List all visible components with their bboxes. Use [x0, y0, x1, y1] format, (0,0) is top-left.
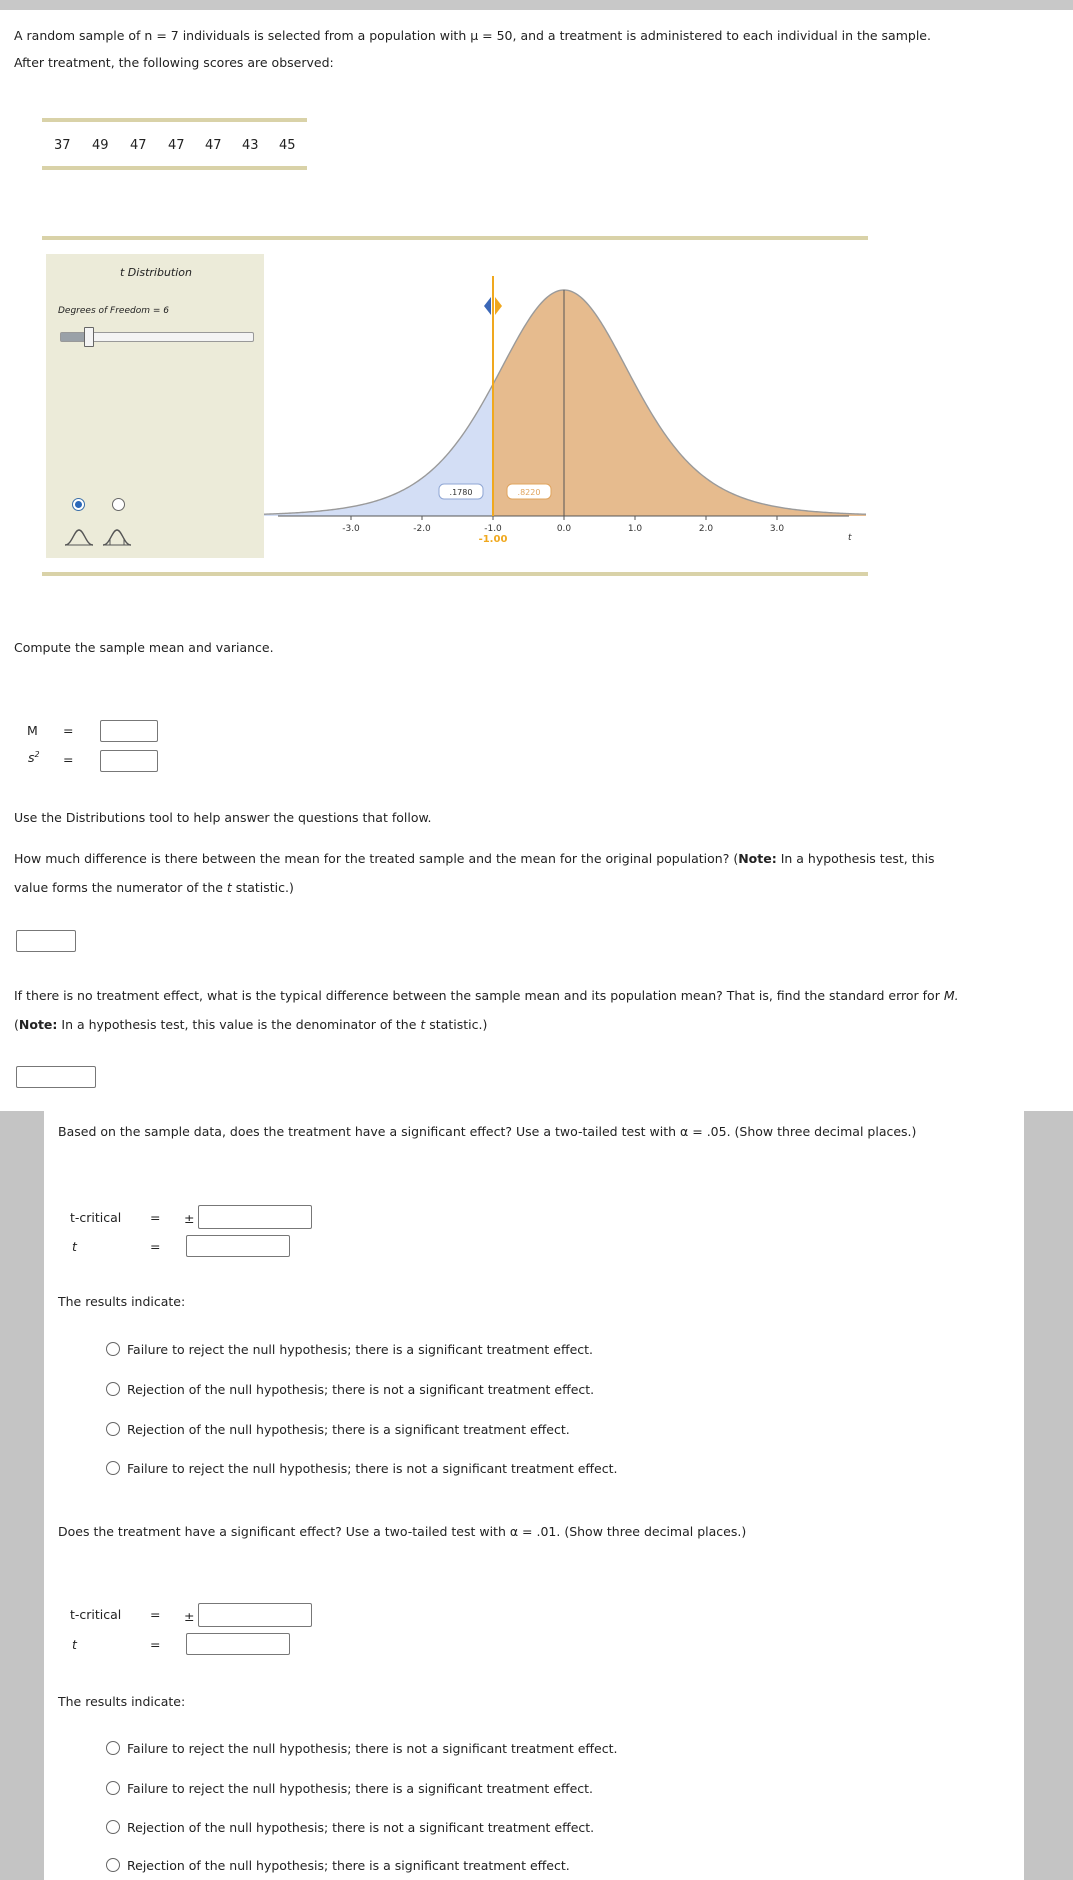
x-tick-label: 1.0 — [627, 524, 643, 534]
test01-tcrit-label: t-critical — [70, 1607, 122, 1622]
top-bar — [0, 0, 1073, 10]
text: ( — [14, 1017, 19, 1032]
denominator-question-line-1 — [14, 988, 959, 1003]
test05-option-3-radio[interactable] — [106, 1422, 120, 1436]
test05-option-2-label[interactable]: Rejection of the null hypothesis; there is not a significant treatment effect. — [127, 1382, 595, 1397]
right-tail-value: .8220 — [517, 488, 541, 497]
test05-option-3-label[interactable]: Rejection of the null hypothesis; there is a significant treatment effect. — [127, 1422, 570, 1437]
scores-list — [54, 138, 296, 153]
score: 45 — [279, 138, 296, 153]
text: In a hypothesis test, this value is the denominator of the — [57, 1017, 421, 1032]
x-tick-label: -3.0 — [342, 524, 360, 534]
test05-option-1-radio[interactable] — [106, 1342, 120, 1356]
test01-results-label: The results indicate: — [58, 1694, 186, 1709]
two-tail-view-radio[interactable] — [112, 498, 125, 511]
text: statistic.) — [425, 1017, 488, 1032]
test05-prompt: Based on the sample data, does the treatment have a significant effect? Use a two-tailed test with α = .05. (Show three decimal places.) — [58, 1124, 917, 1139]
test01-option-4-radio[interactable] — [106, 1858, 120, 1872]
test05-t-label: t — [72, 1239, 77, 1254]
denominator-question-line-2 — [14, 1017, 487, 1032]
tool-bottom-rule — [42, 572, 868, 576]
intro-line-2: After treatment, the following scores are observed: — [14, 55, 334, 70]
two-tail-curve-icon[interactable] — [102, 527, 132, 547]
axis-label: t — [848, 533, 852, 543]
test01-prompt: Does the treatment have a significant effect? Use a two-tailed test with α = .01. (Show three decimal places.) — [58, 1524, 747, 1539]
test05-results-label: The results indicate: — [58, 1294, 186, 1309]
text: value forms the numerator of the — [14, 880, 227, 895]
left-tail-value: .1780 — [449, 488, 473, 497]
m-label: M — [27, 723, 38, 738]
score: 43 — [242, 138, 259, 153]
tool-top-rule — [42, 236, 868, 240]
numerator-question-line-2 — [14, 880, 294, 895]
s2-equals: = — [63, 752, 74, 767]
test01-option-3-label[interactable]: Rejection of the null hypothesis; there is not a significant treatment effect. — [127, 1820, 595, 1835]
test05-option-1-label[interactable]: Failure to reject the null hypothesis; there is a significant treatment effect. — [127, 1342, 594, 1357]
tool-title: t Distribution — [120, 266, 192, 279]
test05-tcritical-input[interactable] — [198, 1205, 312, 1229]
marker-left-arrow-icon[interactable] — [484, 297, 491, 315]
test05-option-4-radio[interactable] — [106, 1461, 120, 1475]
test05-t-equals: = — [150, 1239, 161, 1254]
test05-option-2-radio[interactable] — [106, 1382, 120, 1396]
test05-t-statistic-input[interactable] — [186, 1235, 290, 1257]
sample-mean-input[interactable] — [100, 720, 158, 742]
t-symbol: t — [420, 1017, 426, 1032]
test01-option-2-radio[interactable] — [106, 1781, 120, 1795]
standard-error-input[interactable] — [16, 1066, 96, 1088]
note-label: Note: — [18, 1017, 58, 1032]
x-axis-ticks — [342, 516, 784, 534]
test01-t-statistic-input[interactable] — [186, 1633, 290, 1655]
test05-tcrit-label: t-critical — [70, 1210, 122, 1225]
score: 47 — [168, 138, 185, 153]
score: 37 — [54, 138, 71, 153]
df-label: Degrees of Freedom = 6 — [58, 306, 169, 316]
test01-option-2-label[interactable]: Failure to reject the null hypothesis; there is a significant treatment effect. — [127, 1781, 594, 1796]
text: How much difference is there between the mean for the treated sample and the mean for the original population? ( — [14, 851, 739, 866]
x-tick-label: 0.0 — [556, 524, 572, 534]
text: In a hypothesis test, this — [776, 851, 935, 866]
x-tick-label: 3.0 — [769, 524, 785, 534]
text: statistic.) — [231, 880, 294, 895]
t-symbol: t — [226, 880, 232, 895]
one-tail-curve-icon[interactable] — [64, 527, 94, 547]
t-distribution-chart[interactable] — [264, 254, 866, 558]
m-symbol: M. — [943, 988, 959, 1003]
test05-plus-minus: ± — [184, 1211, 195, 1226]
m-equals: = — [63, 723, 74, 738]
mean-difference-input[interactable] — [16, 930, 76, 952]
score: 49 — [92, 138, 109, 153]
test05-tcrit-equals: = — [150, 1210, 161, 1225]
intro-line-1: A random sample of n = 7 individuals is selected from a population with μ = 50, and a treatment is administered to each individual in the sample. — [14, 28, 931, 43]
use-tool-text: Use the Distributions tool to help answer the questions that follow. — [14, 810, 432, 825]
df-slider-thumb[interactable] — [84, 327, 94, 347]
x-tick-label: -1.0 — [484, 524, 502, 534]
numerator-question-line-1 — [14, 851, 935, 866]
sample-variance-input[interactable] — [100, 750, 158, 772]
mean-variance-prompt: Compute the sample mean and variance. — [14, 640, 274, 655]
s2-label — [28, 750, 40, 765]
test01-tcritical-input[interactable] — [198, 1603, 312, 1627]
test05-option-4-label[interactable]: Failure to reject the null hypothesis; there is not a significant treatment effect. — [127, 1461, 618, 1476]
scores-top-rule — [42, 118, 307, 122]
hypothesis-test-section — [44, 1111, 1024, 1880]
right-tail-region — [493, 290, 866, 516]
x-tick-label: 2.0 — [698, 524, 714, 534]
test01-option-4-label[interactable]: Rejection of the null hypothesis; there is a significant treatment effect. — [127, 1858, 570, 1873]
s-letter: s — [28, 750, 35, 766]
note-label: Note: — [738, 851, 777, 866]
test01-t-label: t — [72, 1637, 77, 1652]
score: 47 — [130, 138, 147, 153]
test01-tcrit-equals: = — [150, 1607, 161, 1622]
test01-option-1-radio[interactable] — [106, 1741, 120, 1755]
text: If there is no treatment effect, what is the typical difference between the sample mean and its population mean? That is, find the standard error for — [14, 988, 944, 1003]
test01-option-1-label[interactable]: Failure to reject the null hypothesis; there is not a significant treatment effect. — [127, 1741, 618, 1756]
s-squared: 2 — [34, 750, 40, 759]
test01-option-3-radio[interactable] — [106, 1820, 120, 1834]
marker-right-arrow-icon[interactable] — [495, 297, 502, 315]
score: 47 — [205, 138, 222, 153]
one-tail-view-radio[interactable] — [72, 498, 85, 511]
test01-plus-minus: ± — [184, 1609, 195, 1624]
scores-bottom-rule — [42, 166, 307, 170]
test01-t-equals: = — [150, 1637, 161, 1652]
tool-control-panel — [46, 254, 264, 558]
x-tick-label: -2.0 — [413, 524, 431, 534]
marker-value: -1.00 — [478, 534, 508, 545]
